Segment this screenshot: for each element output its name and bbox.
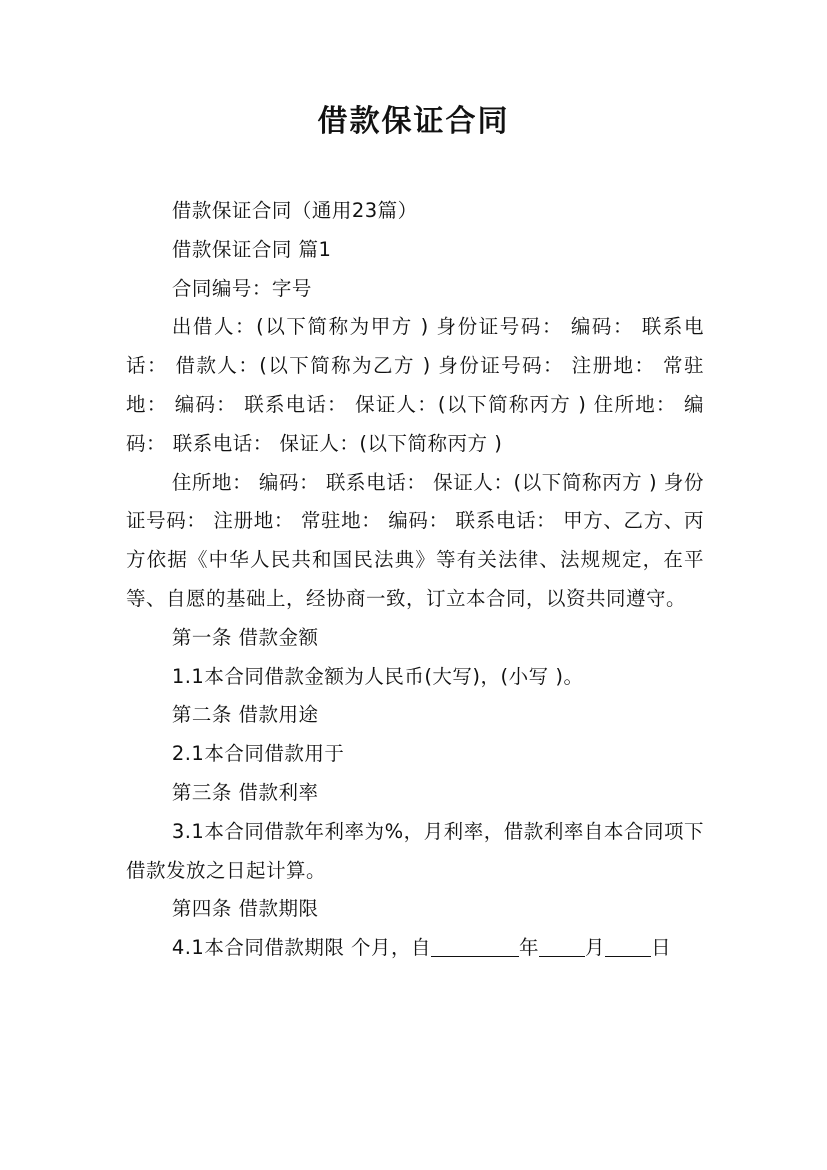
paragraph-parties: 出借人：(以下简称为甲方 ) 身份证号码： 编码： 联系电话： 借款人：(以下简称为乙方 ) 身份证号码： 注册地： 常驻地： 编码： 联系电话： 保证人：(以下简称丙方 ) 住所地： 编码： 联系电话： 保证人：(以下简称丙方 ) (126, 315, 704, 455)
article-4-clause-prefix: 4.1本合同借款期限 个月，自 (171, 936, 432, 960)
article-4-heading: 第四条 借款期限 (171, 897, 319, 921)
paragraph-parties-continued: 住所地： 编码： 联系电话： 保证人：(以下简称丙方 ) 身份证号码： 注册地： 常驻地： 编码： 联系电话： 甲方、乙方、丙方依据《中华人民共和国民法典》等有关法律、法规规定，在平等、自愿的基础上，经协商一致，订立本合同，以资共同遵守。 (126, 470, 704, 610)
year-blank (431, 937, 519, 958)
day-blank (605, 937, 651, 958)
year-label: 年 (519, 936, 540, 960)
article-1-heading: 第一条 借款金额 (171, 625, 319, 649)
paragraph-heading-piece: 借款保证合同 篇1 (171, 237, 332, 261)
article-4-clause (126, 929, 704, 968)
article-3-clause: 3.1本合同借款年利率为%，月利率，借款利率自本合同项下借款发放之日起计算。 (126, 819, 704, 882)
month-blank (539, 937, 585, 958)
article-1-clause: 1.1本合同借款金额为人民币(大写)，(小写 )。 (171, 664, 584, 688)
document-body (126, 192, 704, 968)
document-title: 借款保证合同 (317, 104, 510, 139)
article-3-heading: 第三条 借款利率 (171, 780, 319, 804)
month-label: 月 (585, 936, 606, 960)
day-label: 日 (651, 936, 672, 960)
paragraph-heading-collection: 借款保证合同（通用23篇） (171, 199, 418, 222)
paragraph-contract-number: 合同编号：字号 (171, 276, 312, 300)
article-2-heading: 第二条 借款用途 (171, 703, 319, 727)
article-2-clause: 2.1本合同借款用于 (171, 742, 345, 766)
